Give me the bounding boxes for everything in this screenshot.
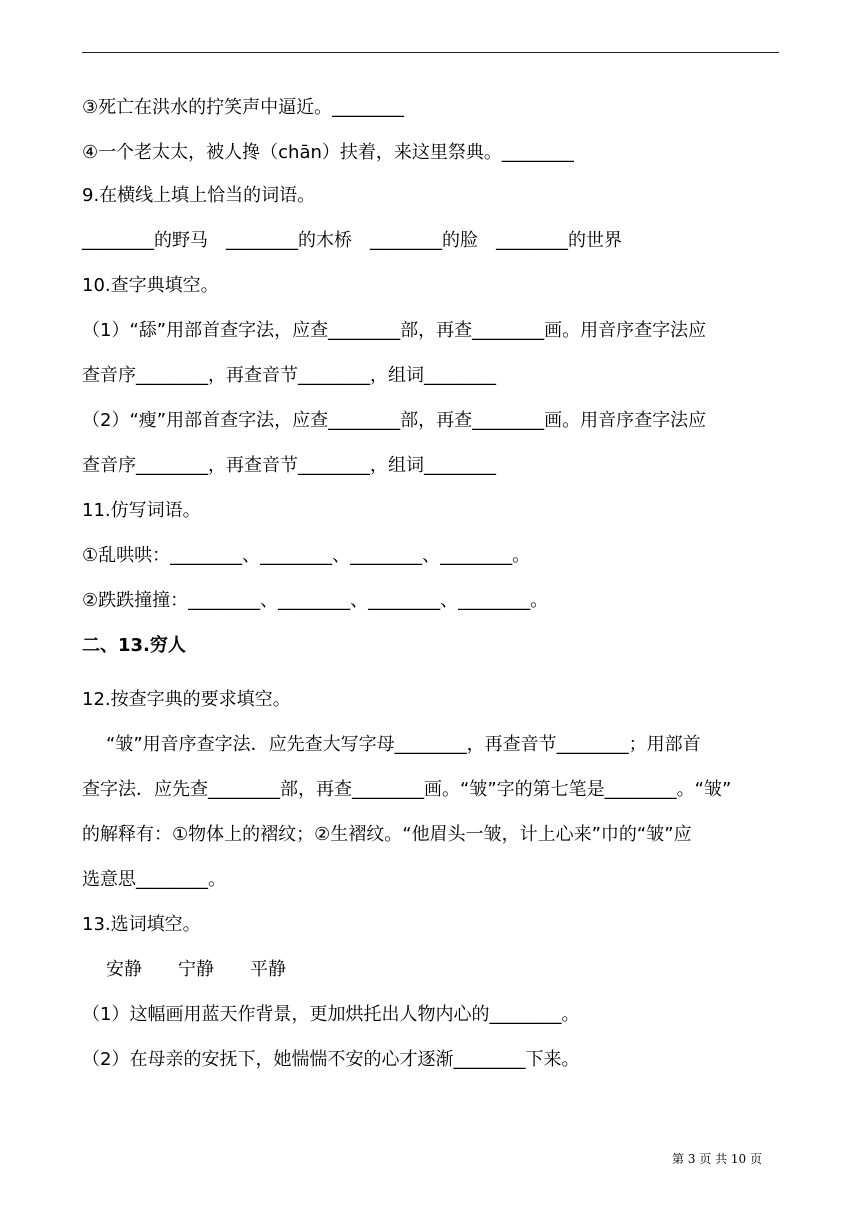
question-line: 查音序________，再查音节________，组词________ — [82, 365, 496, 386]
question-heading: 13.选词填空。 — [82, 914, 201, 935]
question-line: ①乱哄哄：________、________、________、________。 — [82, 545, 531, 566]
section-heading: 二、13.穷人 — [82, 635, 186, 656]
question-line: ③死亡在洪水的拧笑声中逼近。________ — [82, 97, 405, 118]
question-line: 选意思________。 — [82, 869, 226, 890]
question-heading: 9.在横线上填上恰当的词语。 — [82, 185, 316, 206]
question-heading: 11.仿写词语。 — [82, 500, 201, 521]
question-line: ________的野马 ________的木桥 ________的脸 ________的世界 — [82, 230, 622, 251]
question-line: “皱”用音序查字法．应先查大写字母________，再查音节________；用部首 — [106, 734, 701, 755]
question-line: （1）“舔”用部首查字法，应查________部，再查________画。用音序查字法应 — [82, 320, 707, 341]
question-line: 的解释有：①物体上的褶纹；②生褶纹。“他眉头一皱，计上心来”巾的“皱”应 — [82, 824, 692, 845]
question-line: ②跌跌撞撞：________、________、________、________。 — [82, 590, 549, 611]
question-heading: 12.按查字典的要求填空。 — [82, 689, 291, 710]
question-line: （1）这幅画用蓝天作背景，更加烘托出人物内心的________。 — [82, 1004, 580, 1025]
question-line: 查字法．应先查________部，再查________画。“皱”字的第七笔是________。“皱” — [82, 779, 732, 800]
question-heading: 10.查字典填空。 — [82, 275, 219, 296]
question-line: （2）在母亲的安抚下，她惴惴不安的心才逐渐________下来。 — [82, 1049, 580, 1070]
question-line: 查音序________，再查音节________，组词________ — [82, 455, 496, 476]
header-rule — [82, 52, 779, 53]
page-number: 第 3 页 共 10 页 — [672, 1152, 762, 1166]
question-line: ④一个老太太，被人搀（chān）扶着，来这里祭典。________ — [82, 142, 574, 163]
word-choices: 安静 宁静 平静 — [106, 959, 286, 980]
question-line: （2）“瘦”用部首查字法，应查________部，再查________画。用音序查字法应 — [82, 410, 707, 431]
